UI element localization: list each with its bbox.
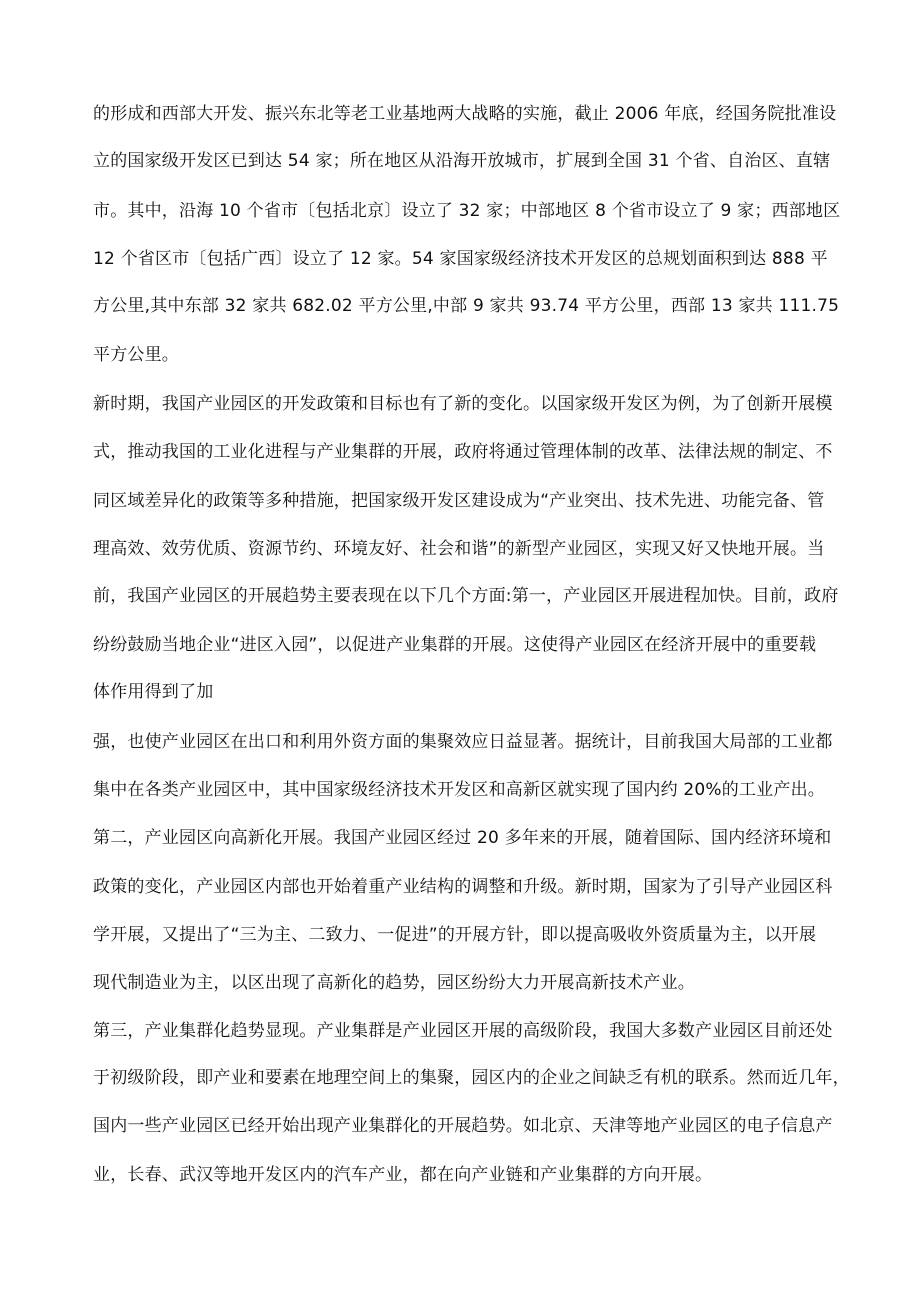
text-line: 政策的变化，产业园区内部也开始着重产业结构的调整和升级。新时期，国家为了引导产业园区科 — [93, 877, 833, 897]
text-line: 现代制造业为主，以区出现了高新化的趋势，园区纷纷大力开展高新技术产业。 — [93, 973, 695, 993]
text-line: 强，也使产业园区在出口和利用外资方面的集聚效应日益显著。据统计，目前我国大局部的工业都 — [93, 732, 833, 752]
text-line: 市。其中，沿海 10 个省市〔包括北京〕设立了 32 家；中部地区 8 个省市设立了 9 家；西部地区 — [93, 201, 841, 221]
text-line: 学开展，又提出了“三为主、二致力、一促进”的开展方针，即以提高吸收外资质量为主，以开展 — [93, 925, 817, 945]
text-line: 国内一些产业园区已经开始出现产业集群化的开展趋势。如北京、天津等地产业园区的电子信息产 — [93, 1116, 833, 1136]
text-line: 业，长春、武汉等地开发区内的汽车产业，都在向产业链和产业集群的方向开展。 — [93, 1165, 713, 1185]
text-line: 集中在各类产业园区中，其中国家级经济技术开发区和高新区就实现了国内约 20%的工业产出。 — [93, 780, 825, 800]
text-line: 体作用得到了加 — [93, 682, 214, 702]
text-line: 立的国家级开发区已到达 54 家；所在地区从沿海开放城市，扩展到全国 31 个省、自治区、直辖 — [93, 151, 831, 171]
text-line: 第三，产业集群化趋势显现。产业集群是产业园区开展的高级阶段，我国大多数产业园区目前还处 — [93, 1021, 833, 1041]
text-line: 式，推动我国的工业化进程与产业集群的开展，政府将通过管理体制的改革、法律法规的制定、不 — [93, 442, 833, 462]
text-line: 纷纷鼓励当地企业“进区入园”，以促进产业集群的开展。这使得产业园区在经济开展中的重要载 — [93, 635, 817, 655]
text-line: 的形成和西部大开发、振兴东北等老工业基地两大战略的实施，截止 2006 年底，经国务院批准设 — [93, 104, 837, 124]
text-line: 方公里,其中东部 32 家共 682.02 平方公里,中部 9 家共 93.74 平方公里，西部 13 家共 111.75 — [93, 296, 840, 316]
text-line: 于初级阶段，即产业和要素在地理空间上的集聚，园区内的企业之间缺乏有机的联系。然而近几年， — [93, 1068, 850, 1088]
text-line: 12 个省区市〔包括广西〕设立了 12 家。54 家国家级经济技术开发区的总规划面积到达 888 平 — [93, 249, 828, 269]
text-line: 理高效、效劳优质、资源节约、环境友好、社会和谐”的新型产业园区，实现又好又快地开展。当 — [93, 539, 825, 559]
text-line: 新时期，我国产业园区的开发政策和目标也有了新的变化。以国家级开发区为例，为了创新开展模 — [93, 394, 833, 414]
text-line: 前，我国产业园区的开展趋势主要表现在以下几个方面:第一，产业园区开展进程加快。目前，政府 — [93, 586, 839, 606]
text-line: 第二，产业园区向高新化开展。我国产业园区经过 20 多年来的开展，随着国际、国内经济环境和 — [93, 828, 832, 848]
text-line: 平方公里。 — [93, 345, 179, 365]
text-line: 同区域差异化的政策等多种措施，把国家级开发区建设成为“产业突出、技术先进、功能完备、管 — [93, 491, 825, 511]
